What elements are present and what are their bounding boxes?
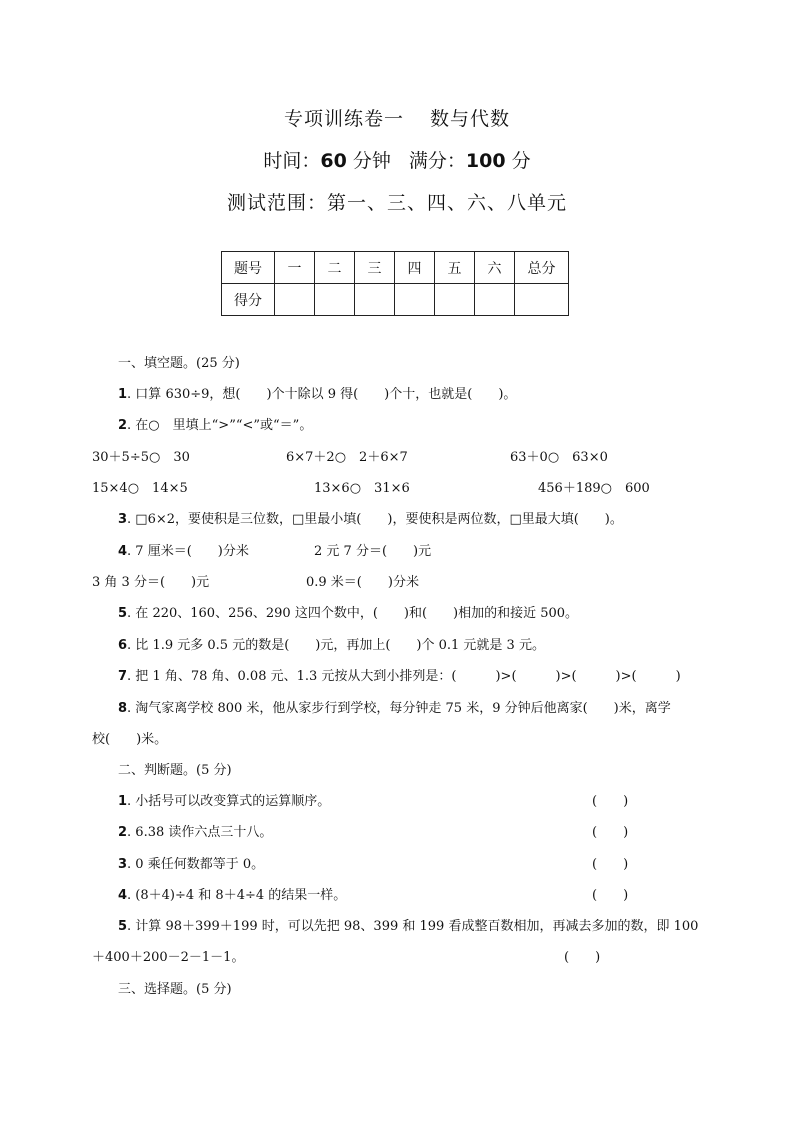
- score-table-header-row: [222, 252, 569, 284]
- compare-item: 15×4○ 14×5: [92, 481, 188, 496]
- tf-question-4: [118, 887, 346, 905]
- score-cell-2[interactable]: [315, 284, 355, 316]
- full-value: 100: [465, 150, 506, 172]
- answer-bracket[interactable]: ( ): [564, 950, 601, 965]
- question-text: . □6×2，要使积是三位数，□里最小填( )，要使积是两位数，□里最大填( )。: [127, 512, 623, 527]
- question-1-8-cont: 校( )米。: [92, 732, 168, 747]
- section2-heading: 二、判断题。(5 分): [118, 763, 232, 778]
- compare-item: 13×6○ 31×6: [314, 481, 410, 496]
- question-text: . 6.38 读作六点三十八。: [127, 825, 273, 840]
- compare-item: 6×7＋2○ 2＋6×7: [286, 450, 408, 465]
- question-1-5: [118, 605, 578, 623]
- tf-question-3: [118, 856, 264, 874]
- question-1-6: [118, 637, 545, 655]
- full-label: 满分：: [408, 150, 466, 172]
- question-text: . 7 厘米＝( )分米: [127, 544, 249, 559]
- question-text: . 在 220、160、256、290 这四个数中，( )和( )相加的和接近 500。: [127, 606, 579, 621]
- tf-question-5: [118, 918, 698, 936]
- question-number: 8: [118, 701, 128, 716]
- time-unit: 分钟: [352, 150, 391, 172]
- score-cell-5[interactable]: [435, 284, 475, 316]
- col-4: 四: [395, 252, 435, 284]
- question-1-2: [118, 417, 312, 435]
- col-5: 五: [435, 252, 475, 284]
- question-number: 1: [118, 387, 128, 402]
- question-number: 1: [118, 794, 128, 809]
- tf-question-1: [118, 793, 330, 811]
- question-number: 3: [118, 512, 128, 527]
- score-table: [221, 251, 569, 316]
- paper-title-a: 专项训练卷一: [283, 108, 404, 130]
- col-2: 二: [315, 252, 355, 284]
- question-1-4-c: 3 角 3 分＝( )元: [92, 575, 210, 590]
- question-text: . 比 1.9 元多 0.5 元的数是( )元，再加上( )个 0.1 元就是 3 元。: [127, 638, 545, 653]
- total-label: 总分: [515, 252, 569, 284]
- question-text: . 在○ 里填上“>”“<”或“＝”。: [127, 418, 313, 433]
- question-text: . 0 乘任何数都等于 0。: [127, 857, 265, 872]
- full-unit: 分: [511, 150, 531, 172]
- col-1: 一: [275, 252, 315, 284]
- col-3: 三: [355, 252, 395, 284]
- answer-bracket[interactable]: ( ): [592, 857, 629, 872]
- question-number: 2: [118, 825, 128, 840]
- tf-question-5-cont: ＋400＋200－2－1－1。: [92, 950, 245, 965]
- section1-heading: 一、填空题。(25 分): [118, 356, 240, 371]
- question-1-3: [118, 511, 623, 529]
- compare-item: 30＋5÷5○ 30: [92, 450, 190, 465]
- answer-bracket[interactable]: ( ): [592, 888, 629, 903]
- score-cell-6[interactable]: [475, 284, 515, 316]
- compare-item: 63＋0○ 63×0: [510, 450, 608, 465]
- tf-question-2: [118, 824, 272, 842]
- score-cell-1[interactable]: [275, 284, 315, 316]
- score-cell-4[interactable]: [395, 284, 435, 316]
- col-6: 六: [475, 252, 515, 284]
- question-number: 5: [118, 919, 128, 934]
- question-number: 5: [118, 606, 128, 621]
- answer-bracket[interactable]: ( ): [592, 825, 629, 840]
- score-cell-total[interactable]: [515, 284, 569, 316]
- section3-heading: 三、选择题。(5 分): [118, 982, 232, 997]
- score-label: 得分: [222, 284, 275, 316]
- question-text: . 口算 630÷9，想( )个十除以 9 得( )个十，也就是( )。: [127, 387, 517, 402]
- question-text: . 小括号可以改变算式的运算顺序。: [127, 794, 331, 809]
- question-number: 4: [118, 888, 128, 903]
- question-1-4-b: 2 元 7 分＝( )元: [314, 544, 432, 559]
- time-and-score-line: [0, 146, 794, 173]
- question-text: . 计算 98＋399＋199 时，可以先把 98、399 和 199 看成整百数相加，再减去多加的数，即 100: [127, 919, 699, 934]
- time-label: 时间：: [263, 150, 321, 172]
- question-1-1: [118, 386, 516, 404]
- question-1-7: [118, 668, 681, 686]
- test-scope: 测试范围：第一、三、四、六、八单元: [226, 192, 567, 214]
- paper-title: [0, 104, 794, 131]
- question-text: . 淘气家离学校 800 米，他从家步行到学校，每分钟走 75 米，9 分钟后他离家( )米，离学: [127, 701, 671, 716]
- question-1-4: [118, 543, 249, 561]
- paper-title-b: 数与代数: [430, 108, 511, 130]
- question-number: 4: [118, 544, 128, 559]
- score-cell-3[interactable]: [355, 284, 395, 316]
- question-number: 7: [118, 669, 128, 684]
- question-1-8: [118, 700, 671, 718]
- question-number: 2: [118, 418, 128, 433]
- score-table-score-row: [222, 284, 569, 316]
- question-number: 6: [118, 638, 128, 653]
- question-text: . 把 1 角、78 角、0.08 元、1.3 元按从大到小排列是：( )>( )>( )>( ): [127, 669, 681, 684]
- question-number-label: 题号: [222, 252, 275, 284]
- question-text: . (8＋4)÷4 和 8＋4÷4 的结果一样。: [127, 888, 347, 903]
- compare-item: 456＋189○ 600: [538, 481, 650, 496]
- question-1-4-d: 0.9 米＝( )分米: [306, 575, 419, 590]
- question-number: 3: [118, 857, 128, 872]
- answer-bracket[interactable]: ( ): [592, 794, 629, 809]
- time-value: 60: [320, 150, 347, 172]
